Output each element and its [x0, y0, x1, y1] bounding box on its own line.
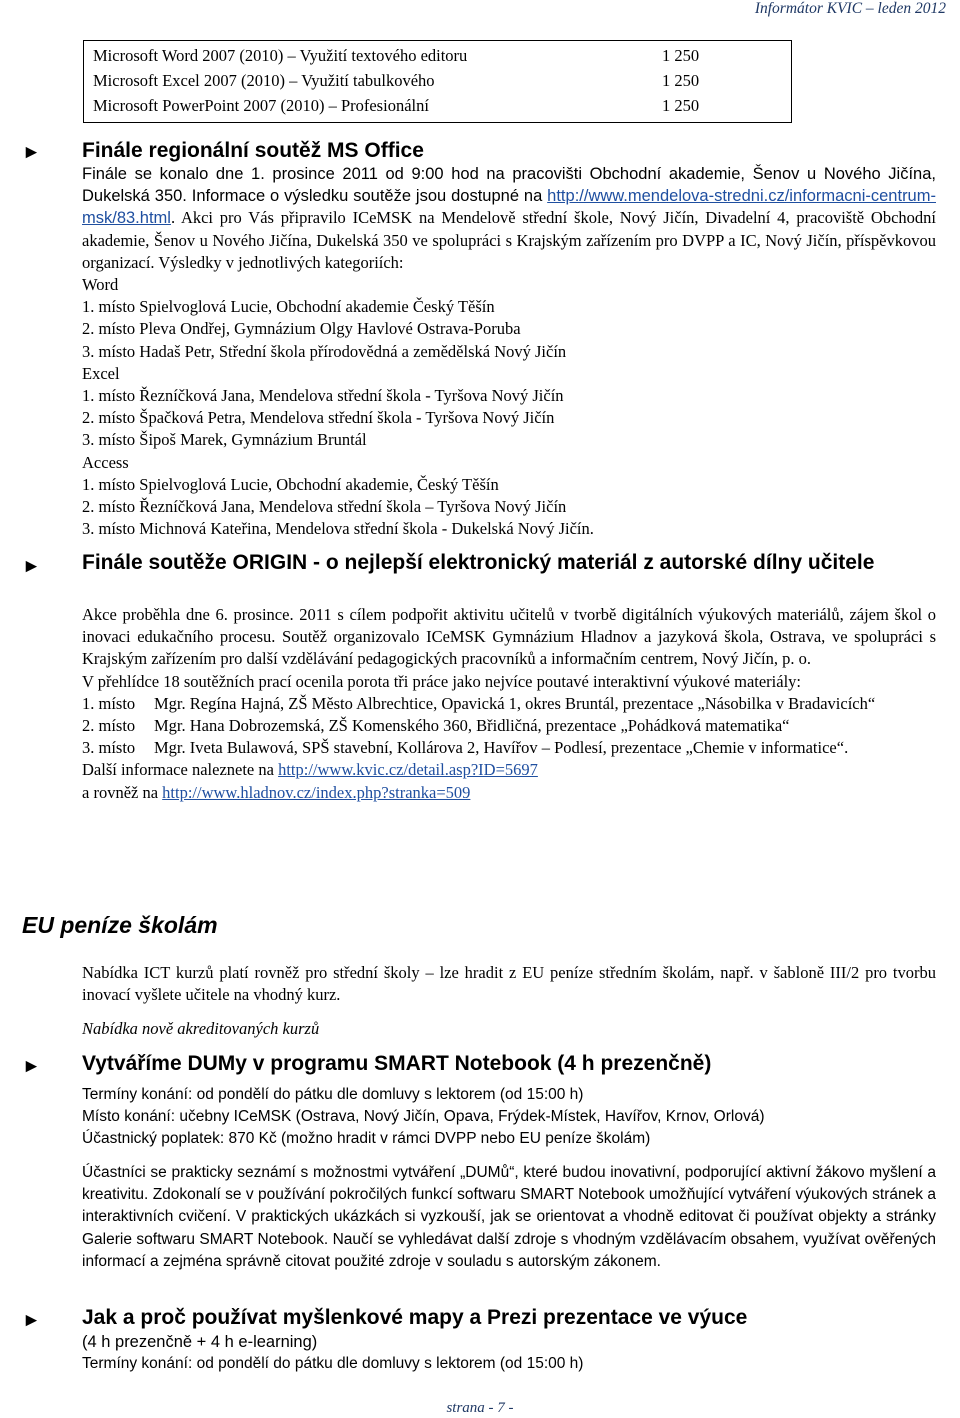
list-item — [82, 715, 936, 737]
course-name: Microsoft Excel 2007 (2010) – Využití tabulkového — [93, 71, 435, 90]
hladnov-link[interactable]: http://www.hladnov.cz/index.php?stranka=509 — [162, 782, 471, 802]
course-smart-description: Účastníci se prakticky seznámí s možnostmi vytváření „DUMů“, které budou inovativní, podporující aktivní žákovo myšlení a kreativitu. Zdokonalí se v používání pokročilých funkcí softwaru SMART Notebook umožňující vytváření výukových stránek a interaktivních cvičení. V praktických ukázkách si vyzkouší, jak se orientovat a vhodně editovat či používat objekty a stránky Galerie softwaru SMART Notebook. Naučí se vyhledávat další zdroje s vhodným vzdělávacím obsahem, využívat ověřených informací a zejména správně citovat použité zdroje v souladu s autorským zákonem. — [82, 1164, 936, 1270]
eu-paragraph: Nabídka ICT kurzů platí rovněž pro střední školy – lze hradit z EU peníze středním školám, např. v šabloně III/2 pro tvorbu inovací vyšlete učitele na vhodný kurz. — [82, 963, 936, 1005]
section-ms-office-body — [82, 163, 936, 540]
origin-intro: V přehlídce 18 soutěžních prací ocenila porota tři práce jako nejvíce poutavé interaktivní výukové materiály: — [82, 671, 802, 691]
course-detail-line: Místo konání: učebny ICeMSK (Ostrava, Nový Jičín, Opava, Frýdek-Místek, Havířov, Krnov, Orlová) — [82, 1108, 765, 1126]
course-price: 1 250 — [662, 96, 700, 115]
bullet-arrow-icon: ► — [22, 1310, 41, 1331]
place-label: 2. místo — [82, 716, 136, 736]
course-smart-details — [82, 1084, 936, 1151]
course-price: 1 250 — [662, 71, 700, 90]
section-title-origin: Finále soutěže ORIGIN - o nejlepší elektronický materiál z autorské dílny učitele — [82, 551, 875, 574]
section-title-ms-office: Finále regionální soutěž MS Office — [82, 139, 424, 162]
intro-paragraph — [82, 163, 936, 274]
results-link[interactable]: http://www.mendelova-stredni.cz/informacni-centrum-msk/83.html — [82, 187, 936, 228]
result-line: Access — [82, 452, 129, 472]
result-line: 2. místo Pleva Ondřej, Gymnázium Olgy Havlové Ostrava-Poruba — [82, 319, 521, 339]
kvic-link[interactable]: http://www.kvic.cz/detail.asp?ID=5697 — [278, 760, 538, 780]
course-price: 1 250 — [662, 46, 700, 65]
place-label: 3. místo — [82, 738, 136, 758]
intro-text-cont: . Akci pro Vás připravilo ICeMSK na Mendelově střední škole, Nový Jičín, Divadelní 4, pracoviště Obchodní akademie, Šenov u Nového Jičína, Dukelská 350 ve spolupráci s Krajským zařízením pro DVPP a IC, Nový Jičín, příspěvkovou organizací. Výsledky v jednotlivých kategoriích: — [82, 208, 936, 272]
course-hours: (4 h prezenčně + 4 h e-learning) — [82, 1333, 318, 1351]
result-line: 1. místo Řezníčková Jana, Mendelova střední škola - Tyršova Nový Jičín — [82, 386, 564, 406]
result-line: 3. místo Hadaš Petr, Střední škola přírodovědná a zemědělská Nový Jičín — [82, 341, 567, 361]
origin-paragraph: Akce proběhla dne 6. prosince. 2011 s cílem podpořit aktivitu učitelů v tvorbě digitálních výukových materiálů, zájem škol o inovaci edukačního procesu. Soutěž organizovalo ICeMSK Gymnázium Hladnov a jazyková škola, Ostrava, ve spolupráci s Krajským zařízením pro další vzdělávání pedagogických pracovníků a informačním centrem, Nový Jičín, p. o. — [82, 605, 936, 669]
result-line: Excel — [82, 363, 120, 383]
result-line: Word — [82, 275, 119, 295]
place-text: Mgr. Hana Dobrozemská, ZŠ Komenského 360, Břidličná, prezentace „Pohádková matematika“ — [154, 716, 790, 736]
course-name: Microsoft Word 2007 (2010) – Využití textového editoru — [93, 46, 468, 65]
place-text: Mgr. Iveta Bulawová, SPŠ stavební, Kollárova 2, Havířov – Podlesí, prezentace „Chemie v informatice“. — [154, 738, 849, 758]
also-line — [82, 782, 936, 804]
eu-subtitle: Nabídka nově akreditovaných kurzů — [82, 1019, 320, 1038]
result-line: 3. místo Šipoš Marek, Gymnázium Bruntál — [82, 430, 367, 450]
result-line: 3. místo Michnová Kateřina, Mendelova střední škola - Dukelská Nový Jičín. — [82, 519, 594, 539]
section-origin-body — [82, 604, 936, 804]
place-text: Mgr. Regína Hajná, ZŠ Město Albrechtice, Opavická 1, okres Bruntál, prezentace „Násobilka v Bradavicích“ — [154, 693, 876, 713]
course-name: Microsoft PowerPoint 2007 (2010) – Profesionální — [93, 96, 429, 115]
more-info-label: Další informace naleznete na — [82, 760, 274, 780]
result-line: 1. místo Spielvoglová Lucie, Obchodní akademie, Český Těšín — [82, 474, 499, 494]
intro-text: Finále se konalo dne 1. prosince 2011 od 9:00 hod na pracovišti Obchodní akademie, Šenov u Nového Jičína, Dukelská 350. Informace o výsledku soutěže jsou dostupné na — [82, 165, 936, 206]
course-detail-line: Termíny konání: od pondělí do pátku dle domluvy s lektorem (od 15:00 h) — [82, 1086, 584, 1103]
table-row — [84, 68, 791, 93]
course-title-mindmaps: Jak a proč používat myšlenkové mapy a Prezi prezentace ve výuce — [82, 1306, 748, 1329]
eu-section-title: EU peníze školám — [22, 912, 218, 938]
also-label: a rovněž na — [82, 782, 159, 802]
page-header: Informátor KVIC – leden 2012 — [754, 0, 946, 17]
place-label: 1. místo — [82, 693, 136, 713]
course-detail-line: Účastnický poplatek: 870 Kč (možno hradit v rámci DVPP nebo EU peníze školám) — [82, 1130, 651, 1148]
result-line: 2. místo Špačková Petra, Mendelova střední škola - Tyršova Nový Jičín — [82, 408, 555, 428]
page-number: strana - 7 - — [446, 1400, 514, 1416]
more-info-line — [82, 759, 936, 781]
table-row — [84, 43, 791, 68]
result-line: 1. místo Spielvoglová Lucie, Obchodní akademie Český Těšín — [82, 297, 495, 317]
course-detail-line: Termíny konání: od pondělí do pátku dle domluvy s lektorem (od 15:00 h) — [82, 1355, 584, 1373]
bullet-arrow-icon: ► — [22, 556, 41, 577]
list-item — [82, 737, 936, 759]
bullet-arrow-icon: ► — [22, 1056, 41, 1077]
bullet-arrow-icon: ► — [22, 142, 41, 163]
table-row — [84, 93, 791, 118]
course-price-table — [83, 40, 792, 123]
result-line: 2. místo Řezníčková Jana, Mendelova střední škola – Tyršova Nový Jičín — [82, 497, 567, 517]
course-mindmaps-details — [82, 1331, 936, 1375]
course-title-smart: Vytváříme DUMy v programu SMART Notebook (4 h prezenčně) — [82, 1052, 712, 1075]
list-item — [82, 693, 936, 715]
